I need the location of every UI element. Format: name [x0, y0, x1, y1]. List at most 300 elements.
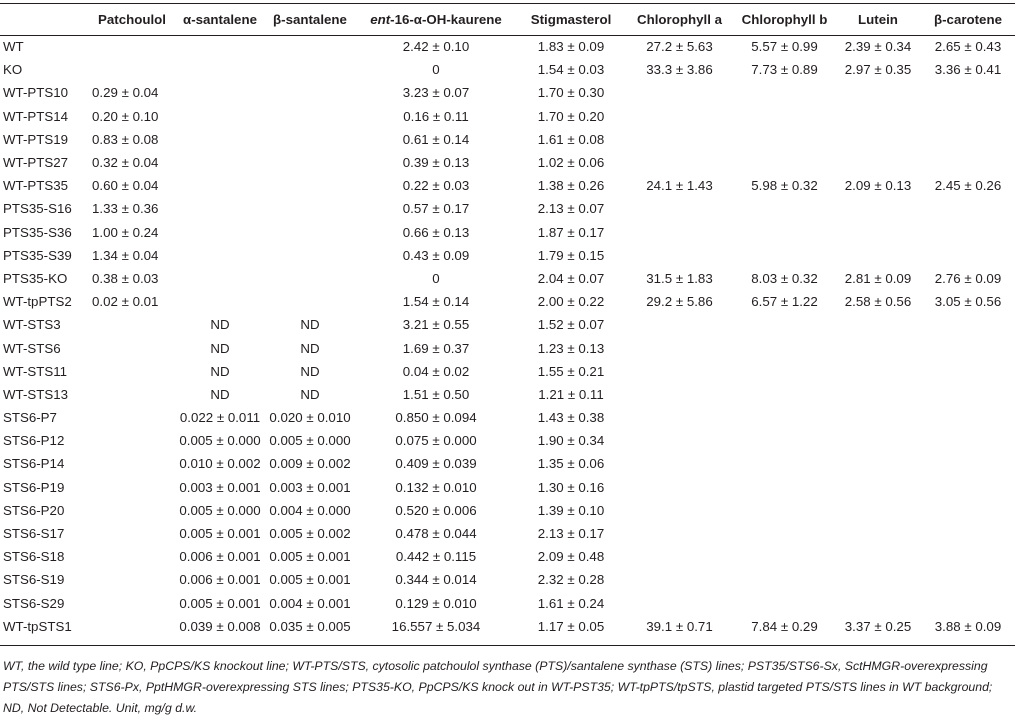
cell-a_santalene — [175, 105, 265, 128]
cell-stigmasterol: 1.30 ± 0.16 — [537, 479, 605, 495]
cell-b_santalene — [265, 197, 355, 220]
cell-kaurene: 16.557 ± 5.034 — [391, 618, 481, 634]
cell-kaurene: 0.132 ± 0.010 — [395, 479, 477, 495]
cell-chl_b — [734, 499, 835, 522]
cell-b_carotene — [921, 336, 1015, 359]
cell-chl_a: 31.5 ± 1.83 — [646, 270, 713, 286]
cell-a_santalene — [175, 197, 265, 220]
cell-b_carotene — [921, 313, 1015, 336]
cell-chl_b: 6.57 ± 1.22 — [751, 294, 818, 310]
cell-chl_b: 7.84 ± 0.29 — [751, 618, 818, 634]
cell-kaurene: 0.04 ± 0.02 — [402, 363, 470, 379]
table-row — [0, 522, 1015, 545]
cell-lutein — [835, 568, 921, 591]
cell-chl_b — [734, 429, 835, 452]
row-line-name: KO — [3, 62, 23, 78]
cell-a_santalene: 0.003 ± 0.001 — [179, 479, 261, 495]
cell-chl_a — [625, 499, 734, 522]
cell-patchoulol: 0.20 ± 0.10 — [92, 108, 159, 124]
row-line-name: STS6-S29 — [3, 595, 65, 611]
table-row — [0, 290, 1015, 313]
table-header-row — [0, 4, 1015, 35]
cell-patchoulol: 1.00 ± 0.24 — [92, 224, 159, 240]
cell-stigmasterol: 1.02 ± 0.06 — [537, 155, 605, 171]
cell-lutein — [835, 128, 921, 151]
cell-b_carotene: 3.36 ± 0.41 — [934, 62, 1002, 78]
cell-lutein: 2.97 ± 0.35 — [844, 62, 912, 78]
cell-stigmasterol: 2.13 ± 0.07 — [537, 201, 605, 217]
cell-kaurene: 0.442 ± 0.115 — [395, 549, 477, 565]
cell-patchoulol: 0.29 ± 0.04 — [92, 85, 159, 101]
table-row — [0, 128, 1015, 151]
cell-b_carotene — [921, 151, 1015, 174]
cell-patchoulol — [89, 383, 175, 406]
row-line-name: WT-STS11 — [3, 363, 68, 379]
cell-b_santalene — [265, 290, 355, 313]
column-header-chl_a — [625, 4, 734, 35]
cell-chl_a — [625, 383, 734, 406]
table-row — [0, 476, 1015, 499]
cell-chl_a: 33.3 ± 3.86 — [646, 62, 713, 78]
table-body — [0, 35, 1015, 638]
cell-chl_a — [625, 244, 734, 267]
table-row — [0, 197, 1015, 220]
cell-patchoulol — [89, 452, 175, 475]
column-header-b_carotene — [921, 4, 1015, 35]
column-header-label: Chlorophyll a — [637, 12, 722, 27]
cell-a_santalene: ND — [210, 340, 230, 356]
column-header-label: Stigmasterol — [530, 12, 612, 27]
cell-b_santalene: 0.005 ± 0.002 — [269, 526, 351, 542]
cell-chl_b: 5.57 ± 0.99 — [751, 39, 818, 55]
cell-b_santalene — [265, 267, 355, 290]
cell-chl_b — [734, 81, 835, 104]
row-line-name: PTS35-KO — [3, 270, 68, 286]
cell-b_santalene: ND — [300, 317, 320, 333]
cell-patchoulol: 0.83 ± 0.08 — [92, 131, 159, 147]
table-row — [0, 244, 1015, 267]
row-line-name: STS6-P12 — [3, 433, 65, 449]
table-footnote: WT, the wild type line; KO, PpCPS/KS knockout line; WT-PTS/STS, cytosolic patchoulol synthase (PTS)/santalene synthase (STS) lines; PST35/STS6-Sx, SctHMGR-overexpressing PTS/STS lines; STS6-Px, PptHMGR-overexpressing STS lines; PTS35-KO, PpCPS/KS knock out in WT-PST35; WT-tpPTS/tpSTS, plastid targeted PTS/STS lines in WT background; ND, Not Detectable. Unit, mg/g d.w. — [3, 659, 993, 715]
cell-patchoulol: 0.02 ± 0.01 — [92, 294, 159, 310]
cell-b_carotene — [921, 476, 1015, 499]
cell-a_santalene: 0.010 ± 0.002 — [179, 456, 261, 472]
cell-kaurene: 3.21 ± 0.55 — [402, 317, 470, 333]
cell-kaurene: 0.129 ± 0.010 — [395, 595, 477, 611]
cell-b_carotene — [921, 244, 1015, 267]
cell-chl_a — [625, 406, 734, 429]
cell-b_carotene: 2.76 ± 0.09 — [934, 270, 1002, 286]
row-line-name: STS6-S18 — [3, 549, 65, 565]
cell-chl_b — [734, 406, 835, 429]
cell-b_santalene: 0.003 ± 0.001 — [269, 479, 351, 495]
cell-stigmasterol: 1.90 ± 0.34 — [537, 433, 605, 449]
cell-patchoulol — [89, 499, 175, 522]
cell-b_santalene: ND — [300, 363, 320, 379]
cell-kaurene: 3.23 ± 0.07 — [402, 85, 470, 101]
cell-b_santalene: ND — [300, 386, 320, 402]
cell-b_santalene: 0.035 ± 0.005 — [269, 618, 351, 634]
cell-lutein: 3.37 ± 0.25 — [844, 618, 912, 634]
cell-chl_a — [625, 105, 734, 128]
cell-lutein — [835, 197, 921, 220]
cell-b_carotene — [921, 360, 1015, 383]
table-row — [0, 58, 1015, 81]
table-row — [0, 313, 1015, 336]
table-row — [0, 105, 1015, 128]
table-row — [0, 151, 1015, 174]
cell-patchoulol — [89, 313, 175, 336]
cell-a_santalene — [175, 290, 265, 313]
column-header-label: α-santalene — [183, 12, 257, 27]
row-line-name: STS6-S17 — [3, 526, 65, 542]
cell-stigmasterol: 1.23 ± 0.13 — [537, 340, 605, 356]
cell-b_santalene — [265, 35, 355, 58]
cell-stigmasterol: 2.04 ± 0.07 — [537, 270, 605, 286]
cell-stigmasterol: 1.83 ± 0.09 — [537, 39, 605, 55]
row-line-name: WT-PTS19 — [3, 131, 69, 147]
cell-chl_a — [625, 545, 734, 568]
cell-b_santalene — [265, 221, 355, 244]
cell-b_carotene — [921, 592, 1015, 615]
row-line-name: PTS35-S39 — [3, 247, 72, 263]
row-line-name: STS6-P14 — [3, 456, 65, 472]
cell-patchoulol: 0.60 ± 0.04 — [92, 178, 159, 194]
cell-kaurene: 1.69 ± 0.37 — [402, 340, 470, 356]
cell-b_carotene — [921, 522, 1015, 545]
cell-kaurene: 0.344 ± 0.014 — [395, 572, 477, 588]
cell-chl_a — [625, 522, 734, 545]
table-row — [0, 499, 1015, 522]
row-line-name: WT-PTS27 — [3, 155, 69, 171]
cell-a_santalene — [175, 267, 265, 290]
cell-a_santalene — [175, 244, 265, 267]
cell-lutein — [835, 545, 921, 568]
cell-b_santalene — [265, 174, 355, 197]
cell-chl_a — [625, 128, 734, 151]
row-line-name: WT-tpPTS2 — [3, 294, 72, 310]
cell-lutein — [835, 522, 921, 545]
cell-stigmasterol: 1.87 ± 0.17 — [537, 224, 605, 240]
cell-stigmasterol: 2.13 ± 0.17 — [537, 526, 605, 542]
cell-chl_a — [625, 429, 734, 452]
cell-b_santalene: 0.020 ± 0.010 — [269, 410, 351, 426]
cell-stigmasterol: 1.35 ± 0.06 — [537, 456, 605, 472]
cell-kaurene: 0.22 ± 0.03 — [402, 178, 470, 194]
cell-kaurene: 0.409 ± 0.039 — [395, 456, 477, 472]
cell-chl_a — [625, 81, 734, 104]
cell-patchoulol — [89, 522, 175, 545]
column-header-label: Patchoulol — [98, 12, 166, 27]
cell-lutein — [835, 592, 921, 615]
cell-chl_b — [734, 151, 835, 174]
cell-lutein — [835, 360, 921, 383]
cell-chl_a — [625, 360, 734, 383]
cell-b_santalene — [265, 244, 355, 267]
cell-stigmasterol: 2.00 ± 0.22 — [537, 294, 605, 310]
cell-a_santalene — [175, 128, 265, 151]
cell-b_carotene: 2.45 ± 0.26 — [934, 178, 1002, 194]
cell-b_santalene: 0.009 ± 0.002 — [269, 456, 351, 472]
cell-lutein — [835, 151, 921, 174]
row-line-name: PTS35-S16 — [3, 201, 72, 217]
column-header-lutein — [835, 4, 921, 35]
cell-stigmasterol: 1.61 ± 0.24 — [537, 595, 605, 611]
cell-b_carotene — [921, 499, 1015, 522]
row-line-name: WT-STS13 — [3, 386, 69, 402]
cell-kaurene: 0.57 ± 0.17 — [402, 201, 470, 217]
cell-lutein — [835, 313, 921, 336]
cell-b_santalene — [265, 58, 355, 81]
cell-b_carotene — [921, 429, 1015, 452]
cell-b_carotene — [921, 406, 1015, 429]
cell-stigmasterol: 2.09 ± 0.48 — [537, 549, 605, 565]
cell-kaurene: 0.66 ± 0.13 — [402, 224, 470, 240]
cell-chl_b — [734, 592, 835, 615]
cell-kaurene: 0 — [432, 270, 440, 286]
table-row — [0, 615, 1015, 638]
column-header-line — [0, 4, 89, 35]
cell-b_carotene — [921, 452, 1015, 475]
cell-kaurene: 0.43 ± 0.09 — [402, 247, 470, 263]
cell-chl_b: 7.73 ± 0.89 — [751, 62, 818, 78]
cell-lutein — [835, 105, 921, 128]
row-line-name: WT-STS3 — [3, 317, 61, 333]
column-header-prefix: ent — [370, 12, 391, 27]
cell-a_santalene: 0.006 ± 0.001 — [179, 572, 261, 588]
cell-patchoulol — [89, 592, 175, 615]
cell-patchoulol — [89, 545, 175, 568]
cell-chl_a — [625, 313, 734, 336]
cell-patchoulol — [89, 476, 175, 499]
row-line-name: WT-PTS14 — [3, 108, 69, 124]
cell-chl_a: 27.2 ± 5.63 — [646, 39, 713, 55]
table-row — [0, 35, 1015, 58]
cell-a_santalene: 0.005 ± 0.000 — [179, 502, 261, 518]
table-row — [0, 568, 1015, 591]
cell-b_carotene: 3.05 ± 0.56 — [934, 294, 1002, 310]
cell-chl_a — [625, 568, 734, 591]
cell-chl_b — [734, 336, 835, 359]
table-row — [0, 81, 1015, 104]
row-line-name: STS6-P20 — [3, 502, 65, 518]
cell-lutein — [835, 221, 921, 244]
cell-lutein — [835, 476, 921, 499]
cell-chl_a: 29.2 ± 5.86 — [646, 294, 713, 310]
cell-patchoulol: 0.32 ± 0.04 — [92, 155, 159, 171]
table-row — [0, 545, 1015, 568]
cell-stigmasterol: 1.52 ± 0.07 — [537, 317, 605, 333]
cell-a_santalene: 0.005 ± 0.001 — [179, 526, 261, 542]
cell-a_santalene: 0.039 ± 0.008 — [179, 618, 261, 634]
cell-chl_b — [734, 476, 835, 499]
cell-chl_a: 39.1 ± 0.71 — [646, 618, 713, 634]
metabolite-table — [0, 4, 1015, 638]
cell-a_santalene: ND — [210, 363, 230, 379]
cell-chl_b — [734, 313, 835, 336]
cell-patchoulol — [89, 406, 175, 429]
cell-b_santalene — [265, 128, 355, 151]
cell-chl_b — [734, 128, 835, 151]
cell-b_carotene — [921, 197, 1015, 220]
cell-chl_b — [734, 545, 835, 568]
cell-lutein: 2.39 ± 0.34 — [844, 39, 912, 55]
cell-b_carotene — [921, 221, 1015, 244]
cell-stigmasterol: 1.43 ± 0.38 — [537, 410, 605, 426]
row-line-name: STS6-S19 — [3, 572, 65, 588]
cell-a_santalene — [175, 58, 265, 81]
cell-stigmasterol: 1.55 ± 0.21 — [537, 363, 605, 379]
cell-chl_b — [734, 522, 835, 545]
table-row — [0, 174, 1015, 197]
cell-kaurene: 0.075 ± 0.000 — [395, 433, 477, 449]
cell-a_santalene — [175, 81, 265, 104]
cell-lutein — [835, 406, 921, 429]
cell-patchoulol — [89, 35, 175, 58]
cell-chl_b — [734, 568, 835, 591]
cell-b_santalene: ND — [300, 340, 320, 356]
cell-a_santalene — [175, 151, 265, 174]
table-row — [0, 406, 1015, 429]
cell-patchoulol — [89, 336, 175, 359]
row-line-name: PTS35-S36 — [3, 224, 72, 240]
cell-b_carotene — [921, 105, 1015, 128]
cell-chl_b — [734, 105, 835, 128]
column-header-label: Chlorophyll b — [741, 12, 828, 27]
cell-chl_b — [734, 221, 835, 244]
cell-patchoulol: 1.34 ± 0.04 — [92, 247, 159, 263]
cell-a_santalene: ND — [210, 386, 230, 402]
cell-b_santalene: 0.004 ± 0.001 — [269, 595, 351, 611]
cell-kaurene: 0.850 ± 0.094 — [395, 410, 477, 426]
column-header-kaurene — [355, 4, 517, 35]
column-header-label: β-carotene — [934, 12, 1002, 27]
cell-kaurene: 1.54 ± 0.14 — [402, 294, 470, 310]
cell-kaurene: 0.16 ± 0.11 — [403, 108, 469, 124]
cell-b_santalene — [265, 105, 355, 128]
cell-patchoulol: 1.33 ± 0.36 — [92, 201, 159, 217]
cell-kaurene: 0 — [432, 62, 440, 78]
cell-b_carotene — [921, 545, 1015, 568]
cell-kaurene: 0.61 ± 0.14 — [402, 131, 470, 147]
cell-chl_a — [625, 452, 734, 475]
row-line-name: STS6-P7 — [3, 410, 57, 426]
table-bottom-rule — [0, 645, 1015, 646]
column-header-label: Lutein — [858, 12, 898, 27]
cell-chl_a — [625, 592, 734, 615]
cell-lutein — [835, 81, 921, 104]
cell-a_santalene: 0.022 ± 0.011 — [179, 410, 261, 426]
cell-lutein — [835, 452, 921, 475]
cell-stigmasterol: 1.54 ± 0.03 — [537, 62, 605, 78]
cell-stigmasterol: 1.61 ± 0.08 — [537, 131, 605, 147]
cell-lutein: 2.09 ± 0.13 — [844, 178, 912, 194]
row-line-name: WT-PTS10 — [3, 85, 69, 101]
cell-kaurene: 0.478 ± 0.044 — [395, 526, 477, 542]
cell-b_santalene: 0.004 ± 0.000 — [269, 502, 351, 518]
cell-b_santalene: 0.005 ± 0.001 — [269, 572, 351, 588]
table-row — [0, 221, 1015, 244]
cell-a_santalene — [175, 35, 265, 58]
cell-chl_b: 8.03 ± 0.32 — [751, 270, 818, 286]
table-row — [0, 383, 1015, 406]
cell-lutein: 2.81 ± 0.09 — [844, 270, 912, 286]
cell-chl_a — [625, 197, 734, 220]
cell-stigmasterol: 1.17 ± 0.05 — [537, 618, 605, 634]
row-line-name: WT-tpSTS1 — [3, 618, 72, 634]
cell-b_carotene — [921, 383, 1015, 406]
cell-stigmasterol: 1.70 ± 0.30 — [537, 85, 605, 101]
cell-chl_b — [734, 197, 835, 220]
cell-b_carotene — [921, 128, 1015, 151]
row-line-name: WT-STS6 — [3, 340, 61, 356]
table-row — [0, 360, 1015, 383]
column-header-a_santalene — [175, 4, 265, 35]
cell-patchoulol: 0.38 ± 0.03 — [92, 270, 159, 286]
cell-chl_a — [625, 476, 734, 499]
table-row — [0, 592, 1015, 615]
table-row — [0, 452, 1015, 475]
table-row — [0, 336, 1015, 359]
cell-patchoulol — [89, 615, 175, 638]
cell-b_santalene — [265, 151, 355, 174]
cell-b_carotene: 3.88 ± 0.09 — [934, 618, 1002, 634]
cell-chl_a — [625, 336, 734, 359]
cell-a_santalene — [175, 221, 265, 244]
cell-chl_b — [734, 244, 835, 267]
cell-chl_b — [734, 360, 835, 383]
cell-lutein — [835, 244, 921, 267]
row-line-name: STS6-P19 — [3, 479, 65, 495]
cell-a_santalene — [175, 174, 265, 197]
cell-lutein — [835, 336, 921, 359]
column-header-label: -16-α-OH-kaurene — [390, 12, 502, 27]
cell-kaurene: 0.39 ± 0.13 — [402, 155, 470, 171]
cell-a_santalene: ND — [210, 317, 230, 333]
cell-kaurene: 1.51 ± 0.50 — [402, 386, 470, 402]
cell-patchoulol — [89, 360, 175, 383]
cell-lutein — [835, 429, 921, 452]
cell-chl_a: 24.1 ± 1.43 — [646, 178, 713, 194]
row-line-name: WT — [3, 39, 24, 55]
cell-patchoulol — [89, 58, 175, 81]
cell-kaurene: 2.42 ± 0.10 — [402, 39, 470, 55]
table-row — [0, 429, 1015, 452]
column-header-label: β-santalene — [273, 12, 347, 27]
cell-a_santalene: 0.006 ± 0.001 — [179, 549, 261, 565]
cell-stigmasterol: 1.79 ± 0.15 — [537, 247, 605, 263]
cell-a_santalene: 0.005 ± 0.000 — [179, 433, 261, 449]
cell-lutein — [835, 383, 921, 406]
cell-a_santalene: 0.005 ± 0.001 — [179, 595, 261, 611]
cell-stigmasterol: 1.21 ± 0.11 — [538, 386, 604, 402]
cell-stigmasterol: 1.39 ± 0.10 — [537, 502, 605, 518]
cell-patchoulol — [89, 568, 175, 591]
table-row — [0, 267, 1015, 290]
cell-chl_b — [734, 452, 835, 475]
cell-b_carotene — [921, 568, 1015, 591]
cell-stigmasterol: 2.32 ± 0.28 — [537, 572, 605, 588]
cell-chl_a — [625, 151, 734, 174]
column-header-patchoulol — [89, 4, 175, 35]
cell-chl_b: 5.98 ± 0.32 — [751, 178, 818, 194]
cell-chl_b — [734, 383, 835, 406]
cell-chl_a — [625, 221, 734, 244]
column-header-chl_b — [734, 4, 835, 35]
cell-kaurene: 0.520 ± 0.006 — [395, 502, 477, 518]
cell-b_santalene — [265, 81, 355, 104]
cell-b_santalene: 0.005 ± 0.001 — [269, 549, 351, 565]
